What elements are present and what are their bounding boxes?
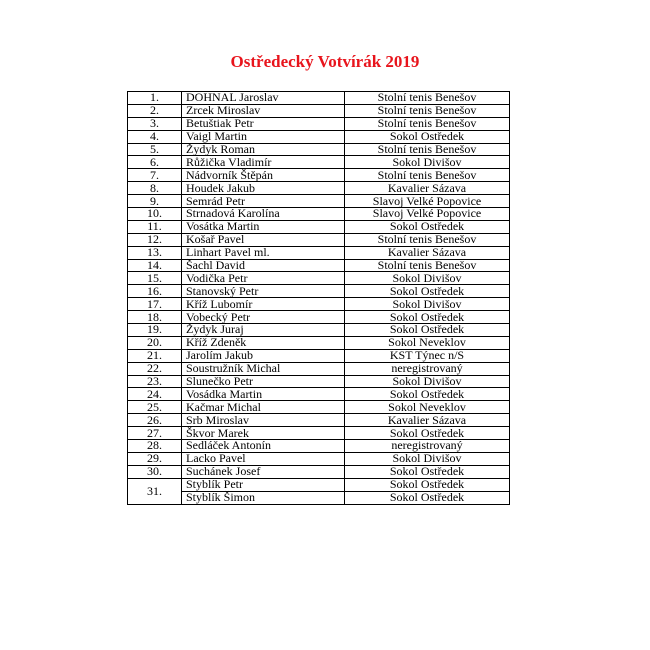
table-row xyxy=(128,285,510,298)
player-name-cell: Linhart Pavel ml. xyxy=(182,246,345,259)
rank-cell: 15. xyxy=(128,272,182,285)
player-name-cell: Styblík Šimon xyxy=(182,491,345,504)
club-cell: Sokol Ostředek xyxy=(345,465,510,478)
rank-cell: 24. xyxy=(128,388,182,401)
club-cell: neregistrovaný xyxy=(345,440,510,453)
player-name-cell: Sedláček Antonín xyxy=(182,440,345,453)
club-cell: Kavalier Sázava xyxy=(345,182,510,195)
player-name-cell: Šachl David xyxy=(182,259,345,272)
player-name-cell: Zrcek Miroslav xyxy=(182,104,345,117)
player-name-cell: DOHNAL Jaroslav xyxy=(182,92,345,105)
player-name-cell: Semrád Petr xyxy=(182,195,345,208)
rank-cell: 27. xyxy=(128,427,182,440)
rank-cell: 29. xyxy=(128,452,182,465)
table-row xyxy=(128,182,510,195)
club-cell: Sokol Ostředek xyxy=(345,285,510,298)
player-name-cell: Jarolím Jakub xyxy=(182,349,345,362)
player-name-cell: Srb Miroslav xyxy=(182,414,345,427)
rank-cell: 10. xyxy=(128,208,182,221)
rank-cell: 9. xyxy=(128,195,182,208)
rank-cell: 17. xyxy=(128,298,182,311)
player-name-cell: Růžička Vladimír xyxy=(182,156,345,169)
club-cell: Sokol Ostředek xyxy=(345,324,510,337)
club-cell: Kavalier Sázava xyxy=(345,414,510,427)
rank-cell: 3. xyxy=(128,117,182,130)
table-row xyxy=(128,272,510,285)
rank-cell: 2. xyxy=(128,104,182,117)
table-row xyxy=(128,156,510,169)
club-cell: Sokol Ostředek xyxy=(345,427,510,440)
rank-cell: 23. xyxy=(128,375,182,388)
club-cell: Sokol Divišov xyxy=(345,452,510,465)
player-name-cell: Styblík Petr xyxy=(182,478,345,491)
player-name-cell: Žydyk Roman xyxy=(182,143,345,156)
club-cell: Sokol Neveklov xyxy=(345,401,510,414)
club-cell: Stolní tenis Benešov xyxy=(345,233,510,246)
results-table xyxy=(127,91,510,505)
rank-cell: 18. xyxy=(128,311,182,324)
player-name-cell: Betuštiak Petr xyxy=(182,117,345,130)
player-name-cell: Vodička Petr xyxy=(182,272,345,285)
rank-cell: 22. xyxy=(128,362,182,375)
table-row xyxy=(128,298,510,311)
player-name-cell: Košař Pavel xyxy=(182,233,345,246)
player-name-cell: Slunečko Petr xyxy=(182,375,345,388)
club-cell: Stolní tenis Benešov xyxy=(345,92,510,105)
rank-cell: 6. xyxy=(128,156,182,169)
rank-cell: 8. xyxy=(128,182,182,195)
rank-cell: 26. xyxy=(128,414,182,427)
rank-cell: 4. xyxy=(128,130,182,143)
player-name-cell: Vosátka Martin xyxy=(182,220,345,233)
rank-cell: 30. xyxy=(128,465,182,478)
club-cell: Sokol Ostředek xyxy=(345,478,510,491)
results-table-body xyxy=(128,92,510,505)
player-name-cell: Škvor Marek xyxy=(182,427,345,440)
rank-cell: 25. xyxy=(128,401,182,414)
rank-cell: 12. xyxy=(128,233,182,246)
player-name-cell: Soustružník Michal xyxy=(182,362,345,375)
club-cell: Slavoj Velké Popovice xyxy=(345,195,510,208)
club-cell: Sokol Divišov xyxy=(345,375,510,388)
table-row xyxy=(128,388,510,401)
club-cell: Sokol Divišov xyxy=(345,156,510,169)
rank-cell: 28. xyxy=(128,440,182,453)
rank-cell: 21. xyxy=(128,349,182,362)
player-name-cell: Kačmar Michal xyxy=(182,401,345,414)
rank-cell: 11. xyxy=(128,220,182,233)
club-cell: Stolní tenis Benešov xyxy=(345,169,510,182)
player-name-cell: Vobecký Petr xyxy=(182,311,345,324)
rank-cell: 7. xyxy=(128,169,182,182)
player-name-cell: Stanovský Petr xyxy=(182,285,345,298)
club-cell: Slavoj Velké Popovice xyxy=(345,208,510,221)
rank-cell: 5. xyxy=(128,143,182,156)
club-cell: Stolní tenis Benešov xyxy=(345,259,510,272)
table-row xyxy=(128,169,510,182)
club-cell: Sokol Neveklov xyxy=(345,336,510,349)
club-cell: Sokol Ostředek xyxy=(345,311,510,324)
club-cell: KST Týnec n/S xyxy=(345,349,510,362)
player-name-cell: Nádvorník Štěpán xyxy=(182,169,345,182)
rank-cell: 16. xyxy=(128,285,182,298)
club-cell: Stolní tenis Benešov xyxy=(345,104,510,117)
rank-cell: 14. xyxy=(128,259,182,272)
club-cell: Sokol Ostředek xyxy=(345,130,510,143)
player-name-cell: Houdek Jakub xyxy=(182,182,345,195)
table-row xyxy=(128,414,510,427)
club-cell: neregistrovaný xyxy=(345,362,510,375)
club-cell: Stolní tenis Benešov xyxy=(345,117,510,130)
player-name-cell: Strnadová Karolína xyxy=(182,208,345,221)
club-cell: Sokol Ostředek xyxy=(345,388,510,401)
player-name-cell: Lacko Pavel xyxy=(182,452,345,465)
player-name-cell: Kříž Lubomír xyxy=(182,298,345,311)
rank-cell: 31. xyxy=(128,478,182,504)
rank-cell: 13. xyxy=(128,246,182,259)
club-cell: Sokol Ostředek xyxy=(345,491,510,504)
player-name-cell: Vosádka Martin xyxy=(182,388,345,401)
club-cell: Sokol Divišov xyxy=(345,298,510,311)
player-name-cell: Žydyk Juraj xyxy=(182,324,345,337)
table-row xyxy=(128,491,510,504)
table-row xyxy=(128,401,510,414)
rank-cell: 1. xyxy=(128,92,182,105)
club-cell: Stolní tenis Benešov xyxy=(345,143,510,156)
club-cell: Sokol Ostředek xyxy=(345,220,510,233)
player-name-cell: Suchánek Josef xyxy=(182,465,345,478)
club-cell: Sokol Divišov xyxy=(345,272,510,285)
page-title: Ostředecký Votvírák 2019 xyxy=(230,52,420,71)
player-name-cell: Kříž Zdeněk xyxy=(182,336,345,349)
rank-cell: 20. xyxy=(128,336,182,349)
club-cell: Kavalier Sázava xyxy=(345,246,510,259)
rank-cell: 19. xyxy=(128,324,182,337)
player-name-cell: Vaigl Martin xyxy=(182,130,345,143)
